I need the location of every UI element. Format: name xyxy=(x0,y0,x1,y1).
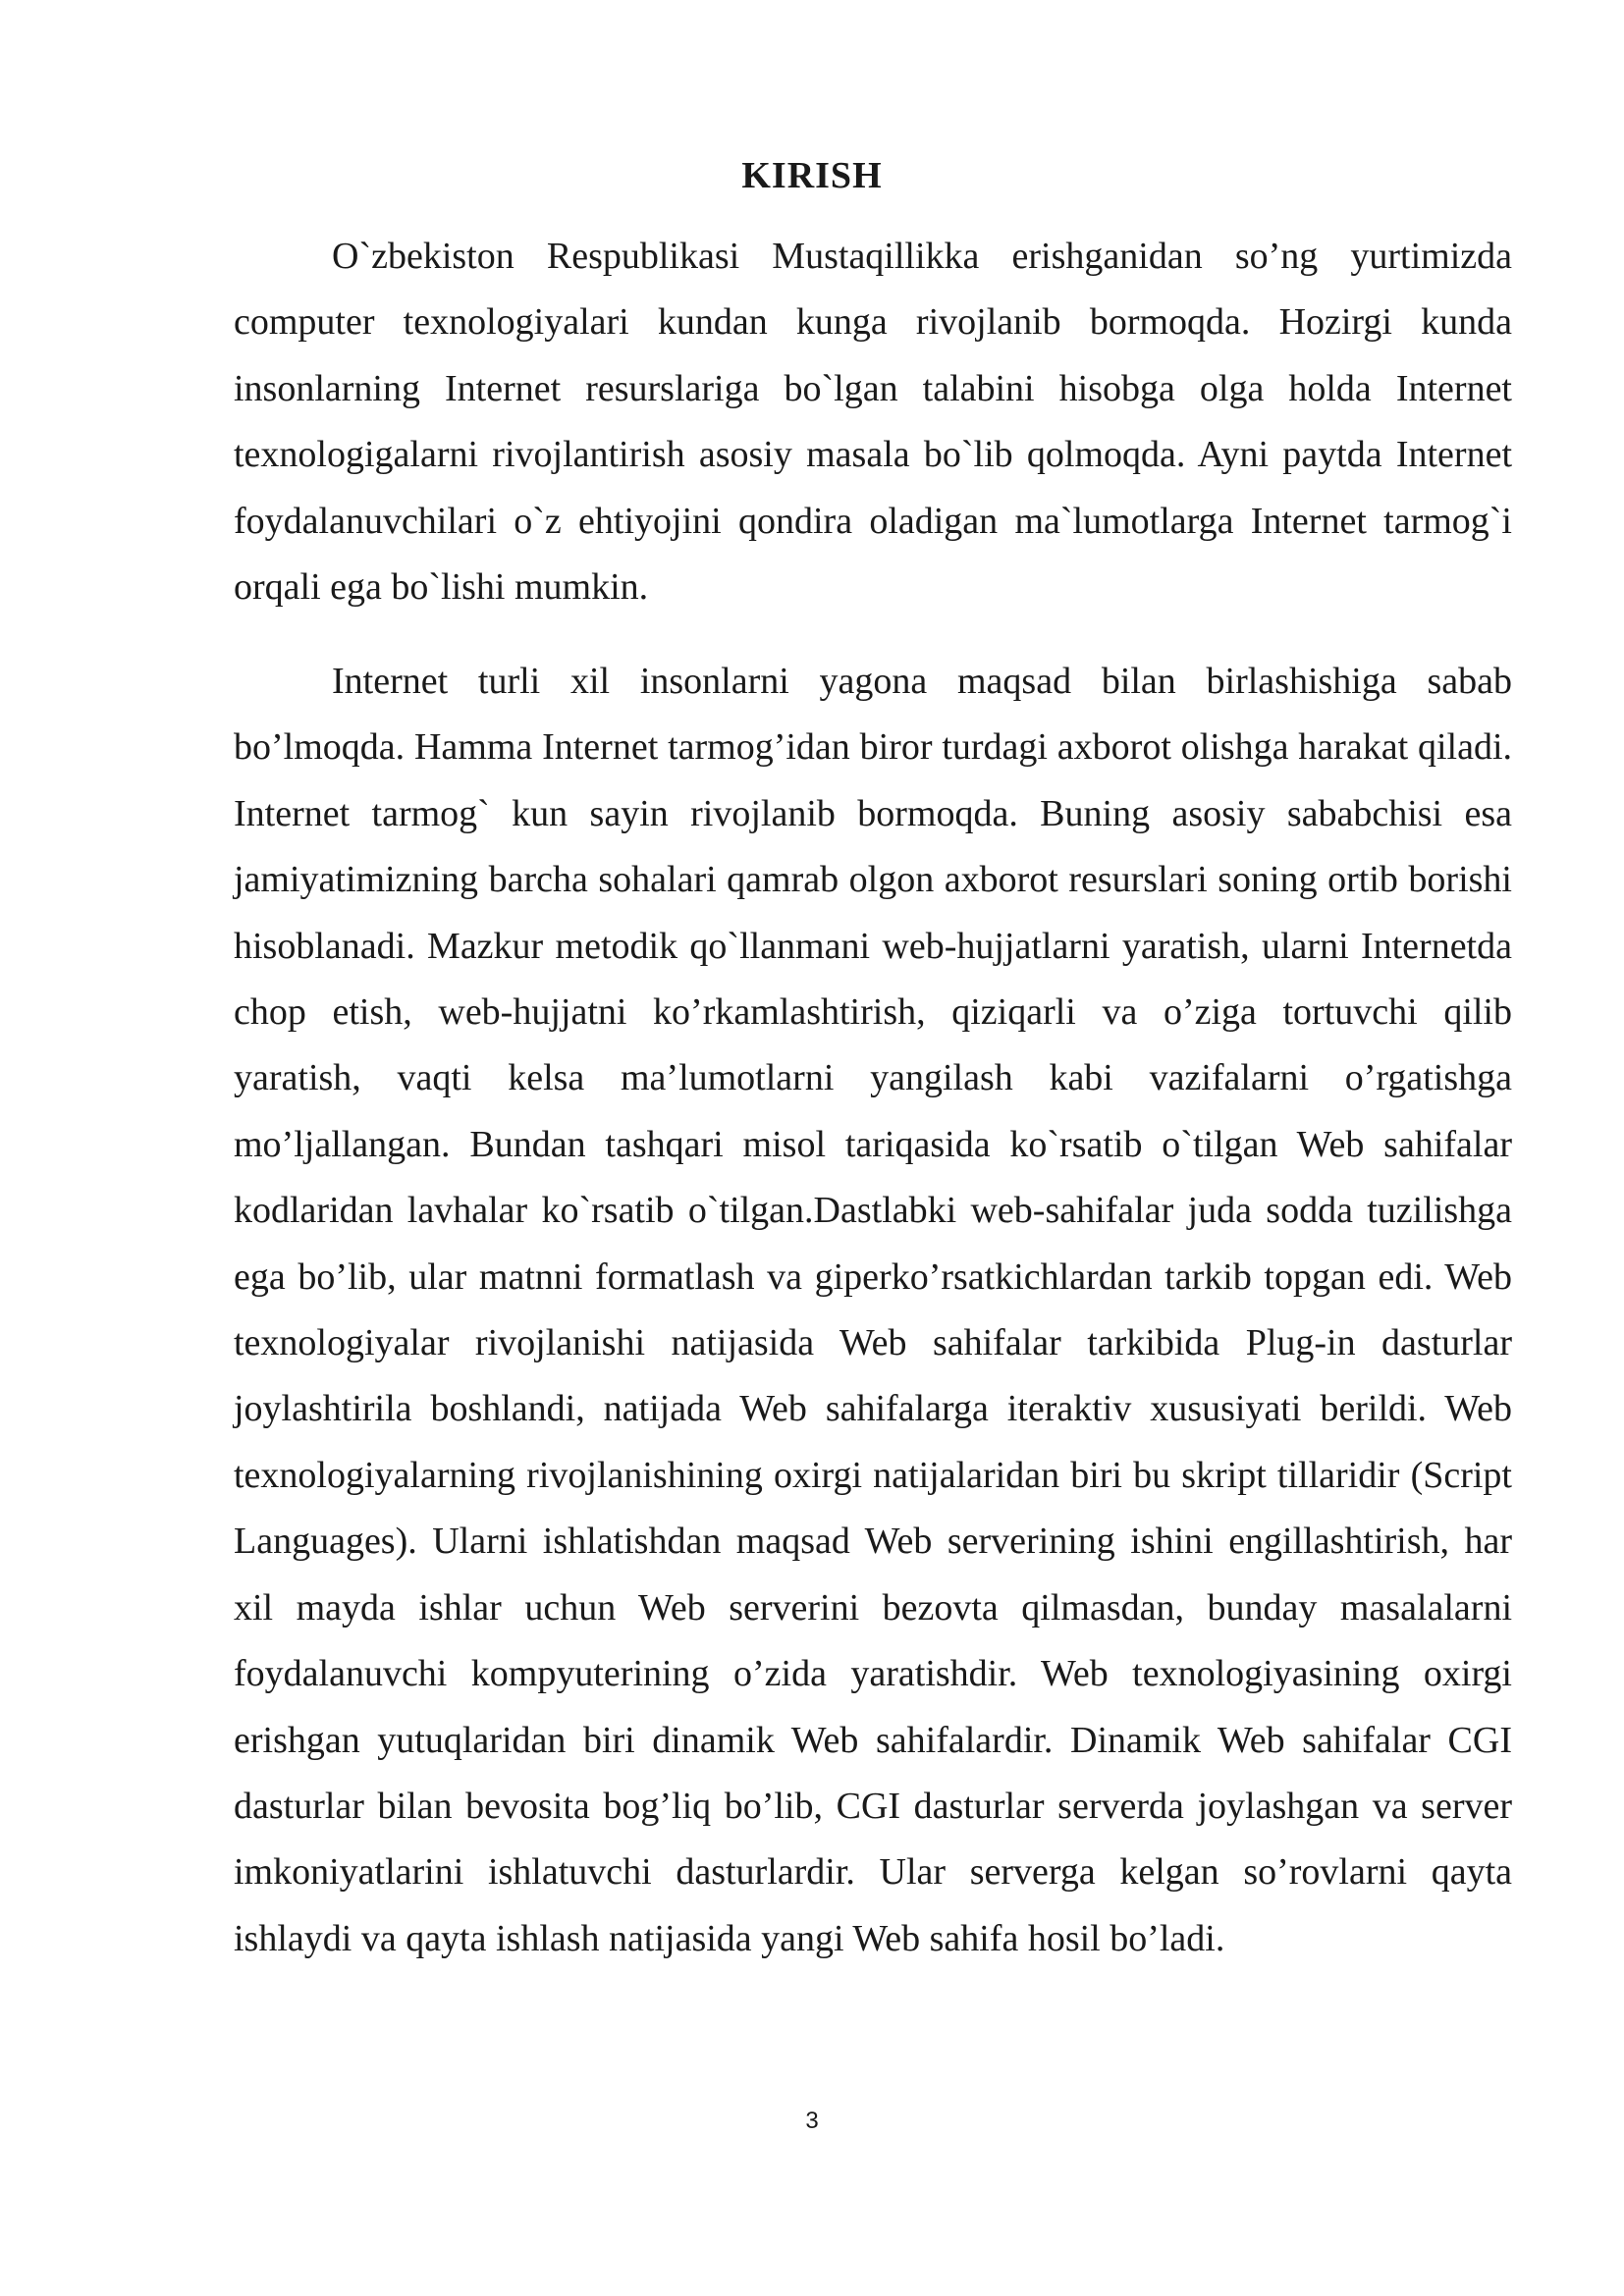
page-number: 3 xyxy=(805,2108,819,2134)
page-title: KIRISH xyxy=(741,155,883,196)
paragraph-1: O`zbekiston Respublikasi Mustaqillikka erishganidan so’ng yurtimizda computer texnologiyalari kundan kunga rivojlanib bormoqda. Hozirgi kunda insonlarning Internet resurslariga bo`lgan talabini hisobga olga holda Internet texnologigalarni rivojlantirish asosiy masala bo`lib qolmoqda. Ayni paytda Internet foydalanuvchilari o`z ehtiyojini qondira oladigan ma`lumotlarga Internet tarmog`i orqali ega bo`lishi mumkin. xyxy=(234,236,1512,609)
paragraph-2: Internet turli xil insonlarni yagona maqsad bilan birlashishiga sabab bo’lmoqda. Hamma Internet tarmog’idan biror turdagi axborot olishga harakat qiladi. Internet tarmog` kun sayin rivojlanib bormoqda. Buning asosiy sababchisi esa jamiyatimizning barcha sohalari qamrab olgon axborot resurslari soning ortib borishi hisoblanadi. Mazkur metodik qo`llanmani web-hujjatlarni yaratish, ularni Internetda chop etish, web-hujjatni ko’rkamlashtirish, qiziqarli va o’ziga tortuvchi qilib yaratish, vaqti kelsa ma’lumotlarni yangilash kabi vazifalarni o’rgatishga mo’ljallangan. Bundan tashqari misol tariqasida ko`rsatib o`tilgan Web sahifalar kodlaridan lavhalar ko`rsatib o`tilgan.Dastlabki web-sahifalar juda sodda tuzilishga ega bo’lib, ular matnni formatlash va giperko’rsatkichlardan tarkib topgan edi. Web texnologiyalar rivojlanishi natijasida Web sahifalar tarkibida Plug-in dasturlar joylashtirila boshlandi, natijada Web sahifalarga iteraktiv xususiyati berildi. Web texnologiyalarning rivojlanishining oxirgi natijalaridan biri bu skript tillaridir (Script Languages). Ularni ishlatishdan maqsad Web serverining ishini engillashtirish, har xil mayda ishlar uchun Web serverini bezovta qilmasdan, bunday masalalarni foydalanuvchi kompyuterining o’zida yaratishdir. Web texnologiyasining oxirgi erishgan yutuqlaridan biri dinamik Web sahifalardir. Dinamik Web sahifalar CGI dasturlar bilan bevosita bog’liq bo’lib, CGI dasturlar serverda joylashgan va server imkoniyatlarini ishlatuvchi dasturlardir. Ular serverga kelgan so’rovlarni qayta ishlaydi va qayta ishlash natijasida yangi Web sahifa hosil bo’ladi. xyxy=(234,661,1512,1959)
